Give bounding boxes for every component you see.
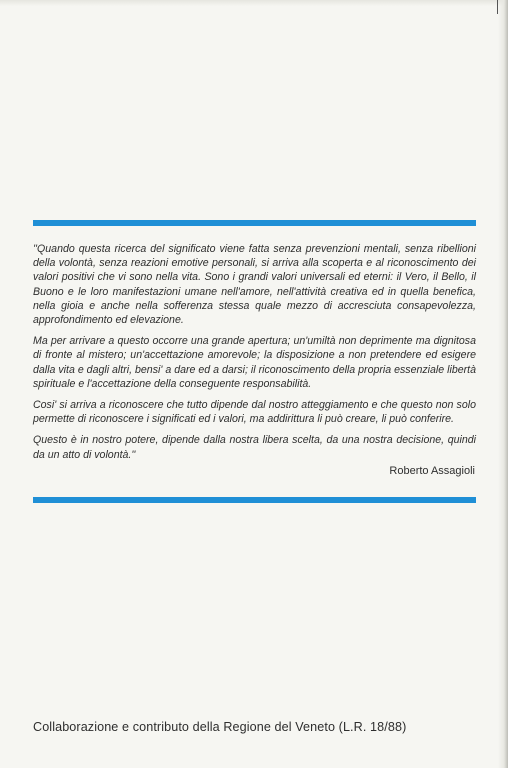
quote-paragraph-3: Cosi' si arriva a riconoscere che tutto dipende dal nostro atteggiamento e che questo non solo permette di riconoscere i significati ed i valori, ma addirittura li può creare, li può conferire.	[33, 399, 476, 426]
quote-paragraph-2: Ma per arrivare a questo occorre una grande apertura; un'umiltà non deprimente ma dignitosa di fronte al mistero; un'accettazione amorevole; la disposizione a non pretendere ed esigere dalla vita e dagli altri, bensi' a dare ed a darsi; il riconoscimento della propria essenziale libertà spirituale e l'accettazione della conseguente responsabilità.	[33, 335, 476, 390]
top-blue-rule	[33, 220, 476, 226]
page-top-edge	[0, 0, 508, 6]
quote-author: Roberto Assagioli	[389, 465, 475, 477]
page-right-edge	[498, 0, 508, 768]
bottom-blue-rule	[33, 497, 476, 503]
quote-block	[33, 242, 476, 469]
quote-paragraph-1: ''Quando questa ricerca del significato viene fatta senza prevenzioni mentali, senza ribellioni della volontà, senza reazioni emotive personali, si arriva alla scoperta e al riconoscimento dei valori positivi che vi sono nella vita. Sono i grandi valori universali ed eterni: il Vero, il Bello, il Buono e le loro manifestazioni umane nell'amore, nell'attività creativa ed in quella benefica, nella gioia e anche nella sofferenza stessa quale mezzo di accresciuta consapevolezza, approfondimento ed elevazione.	[33, 243, 476, 327]
footer-credit: Collaborazione e contributo della Regione del Veneto (L.R. 18/88)	[33, 720, 407, 734]
quote-paragraph-4: Questo è in nostro potere, dipende dalla nostra libera scelta, da una nostra decisione, quindi da un atto di volontà.''	[33, 434, 476, 461]
corner-crop-mark	[497, 0, 498, 14]
